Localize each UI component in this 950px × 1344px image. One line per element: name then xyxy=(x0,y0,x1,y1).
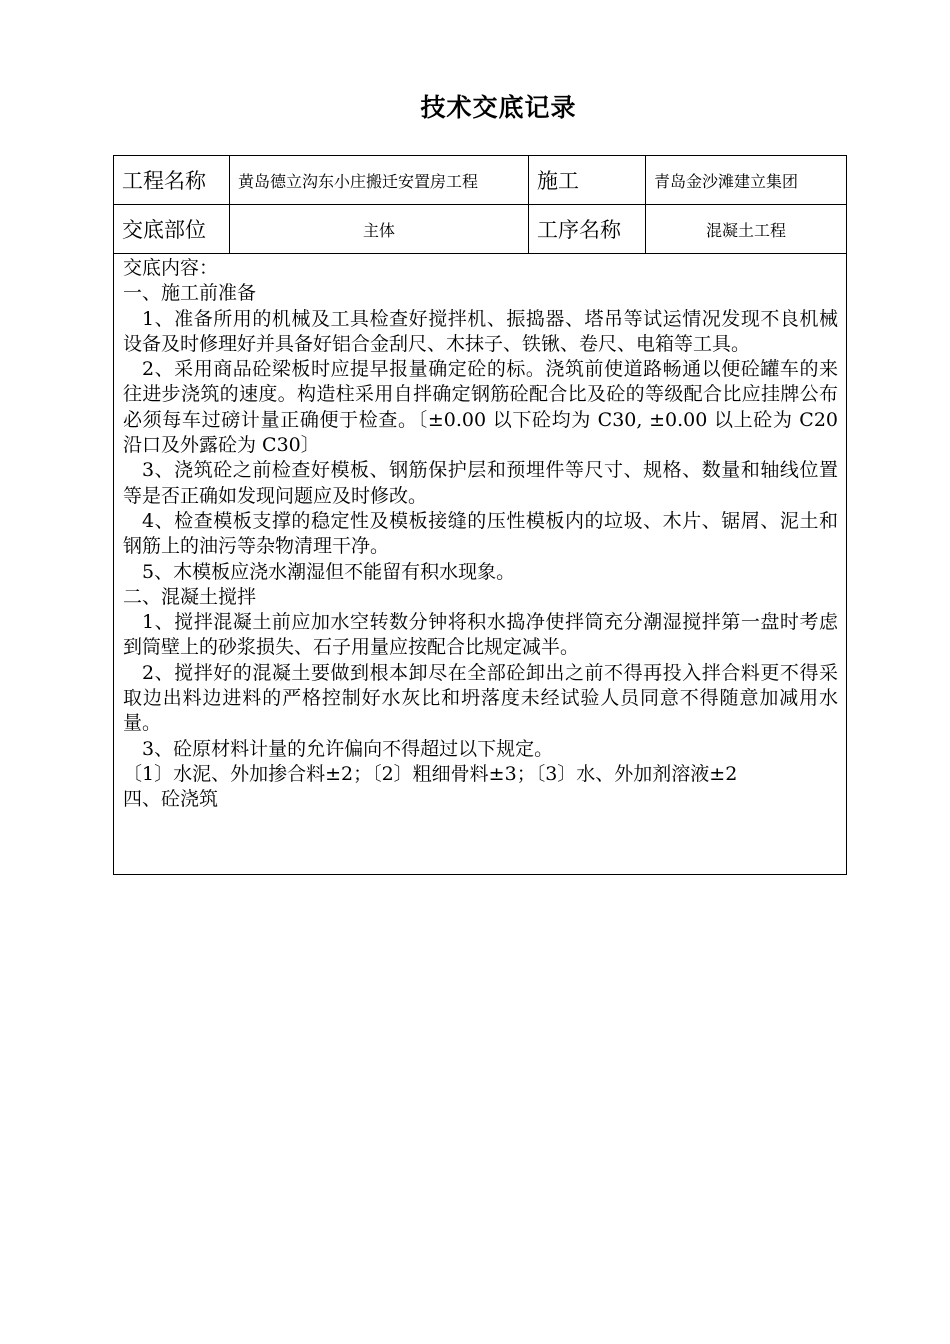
section2-item: 3、砼原材料计量的允许偏向不得超过以下规定。 xyxy=(142,737,554,760)
construction-label: 施工 xyxy=(529,156,646,205)
tolerance-line: 〔1〕水泥、外加掺合料±2；〔2〕粗细骨料±3；〔3〕水、外加剂溶液±2 xyxy=(123,762,738,785)
section2-title: 二、混凝土搅拌 xyxy=(123,585,257,608)
project-name-value: 黄岛德立沟东小庄搬迁安置房工程 xyxy=(230,156,529,205)
location-label: 交底部位 xyxy=(114,205,230,254)
location-value: 主体 xyxy=(230,205,529,254)
section1-item: 3、浇筑砼之前检查好模板、钢筋保护层和预埋件等尺寸、规格、数量和轴线位置等是否正确如发现问题应及时修改。 xyxy=(123,459,838,507)
content-cell xyxy=(114,254,847,875)
content-row xyxy=(114,254,847,875)
record-table xyxy=(113,155,847,875)
construction-value: 青岛金沙滩建立集团 xyxy=(646,156,847,205)
section1-item: 1、准备所用的机械及工具检查好搅拌机、振捣器、塔吊等试运情况发现不良机械设备及时修理好并具备好铝合金刮尺、木抹子、铁锹、卷尺、电箱等工具。 xyxy=(123,307,838,355)
process-value: 混凝土工程 xyxy=(646,205,847,254)
project-row xyxy=(114,156,847,205)
section4-title: 四、砼浇筑 xyxy=(123,788,219,811)
section1-title: 一、施工前准备 xyxy=(123,282,257,305)
project-name-label: 工程名称 xyxy=(114,156,230,205)
location-row xyxy=(114,205,847,254)
section1-item: 5、木模板应浇水潮湿但不能留有积水现象。 xyxy=(142,560,516,583)
content-heading: 交底内容： xyxy=(123,257,219,279)
section1-item: 4、检查模板支撑的稳定性及模板接缝的压性模板内的垃圾、木片、锯屑、泥土和钢筋上的油污等杂物清理干净。 xyxy=(123,509,838,558)
section1-item: 2、采用商品砼梁板时应提早报量确定砼的标。浇筑前使道路畅通以便砼罐车的来往进步浇筑的速度。构造柱采用自拌确定钢筋砼配合比及砼的等级配合比应挂牌公布必须每车过磅计量正确便于检查。〔±0.00 以下砼均为 C30, ±0.00 以上砼为 C20 沿口及外露砼为 C30〕 xyxy=(123,358,838,457)
section2-item: 1、搅拌混凝土前应加水空转数分钟将积水捣净使拌筒充分潮湿搅拌第一盘时考虑到筒壁上的砂浆损失、石子用量应按配合比规定减半。 xyxy=(123,611,838,659)
document-title: 技术交底记录 xyxy=(420,93,577,122)
section2-item: 2、搅拌好的混凝土要做到根本卸尽在全部砼卸出之前不得再投入拌合料更不得采取边出料边进料的严格控制好水灰比和坍落度未经试验人员同意不得随意加减用水量。 xyxy=(123,661,838,735)
process-label: 工序名称 xyxy=(529,205,646,254)
